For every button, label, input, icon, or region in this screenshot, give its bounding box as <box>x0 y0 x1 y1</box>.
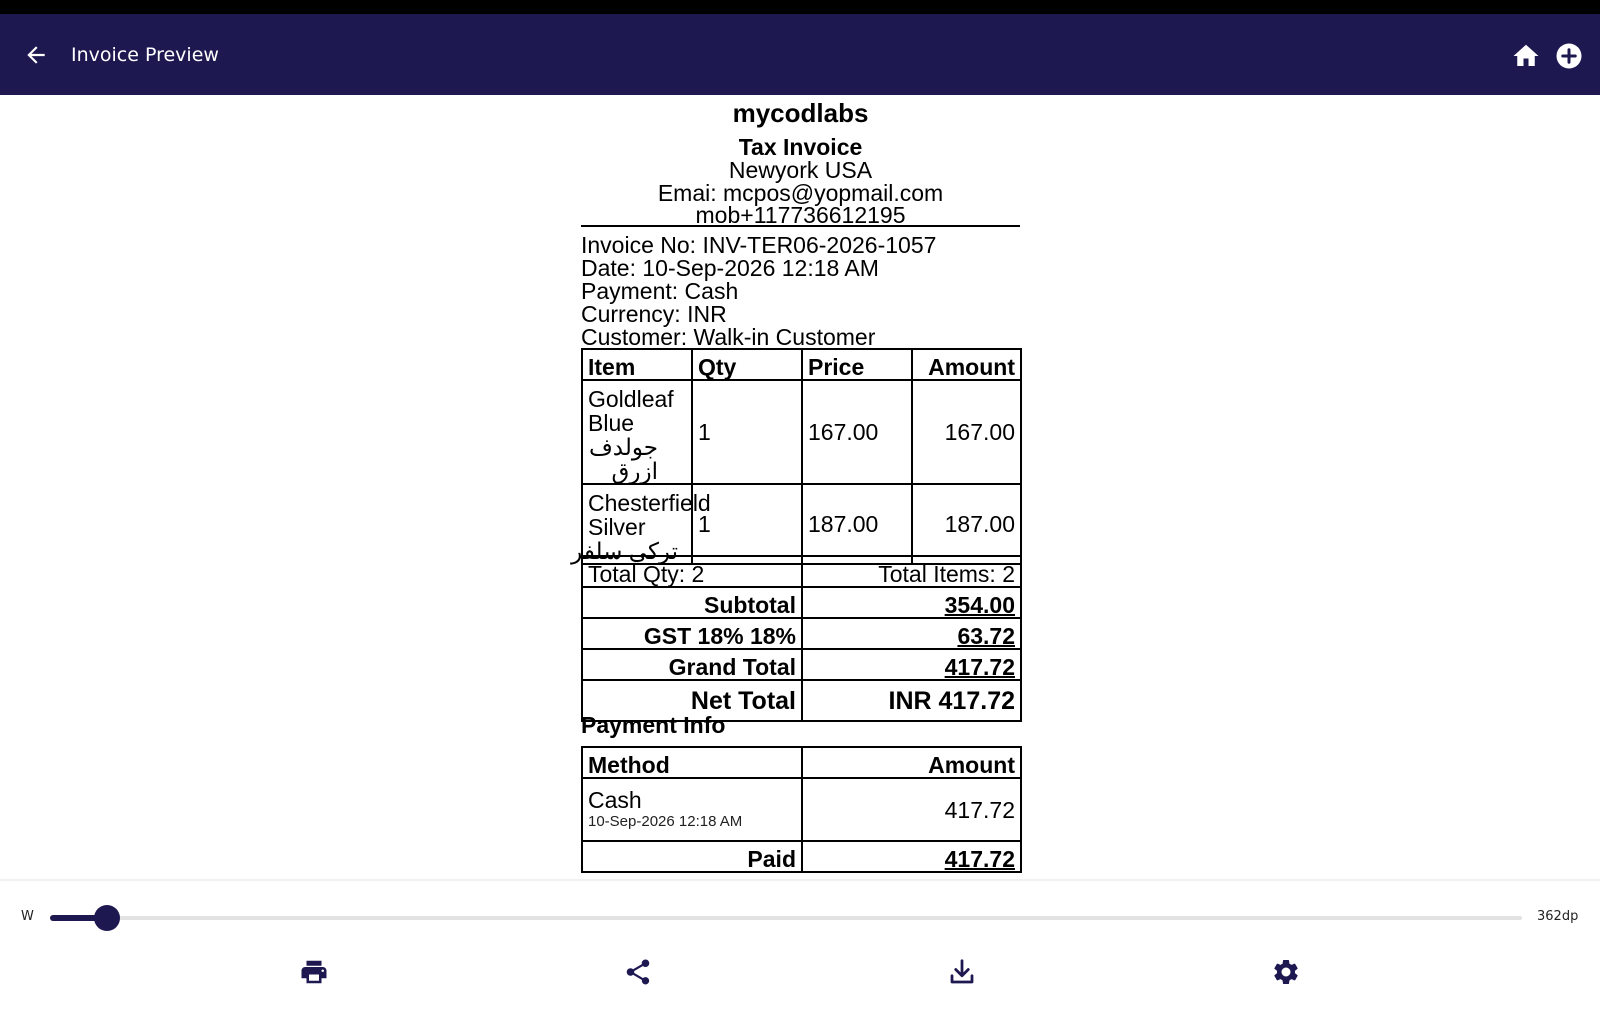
payment-table-header <box>582 747 1021 778</box>
subtotal-value-cell <box>802 587 1021 618</box>
column-header-method: Method <box>582 747 802 778</box>
home-icon <box>1511 41 1541 71</box>
column-header-amount: Amount <box>912 349 1021 380</box>
gst-value-cell <box>802 618 1021 649</box>
payment-method-name: Cash <box>588 786 642 813</box>
subtotal-value: 354.00 <box>944 592 1015 618</box>
column-header-qty: Qty <box>692 349 802 380</box>
print-button[interactable] <box>294 952 334 992</box>
settings-button[interactable] <box>1266 952 1306 992</box>
item-qty: 1 <box>692 484 802 564</box>
invoice-number: Invoice No: INV-TER06-2026-1057 <box>581 232 937 258</box>
net-total-label: Net Total <box>582 680 802 721</box>
invoice-preview-area[interactable] <box>0 95 1600 879</box>
add-button[interactable] <box>1551 38 1587 74</box>
width-slider-panel <box>0 879 1600 941</box>
store-address: Newyork USA <box>728 157 873 183</box>
invoice-doc-title: Tax Invoice <box>738 134 863 160</box>
invoice-date: Date: 10-Sep-2026 12:18 AM <box>581 255 879 281</box>
subtotal-label: Subtotal <box>582 587 802 618</box>
item-name-cell <box>582 380 692 484</box>
payment-amount: 417.72 <box>802 778 1021 841</box>
item-amount: 187.00 <box>912 484 1021 564</box>
item-amount: 167.00 <box>912 380 1021 484</box>
items-table <box>571 348 1022 565</box>
app-bar <box>0 14 1600 95</box>
invoice-customer: Customer: Walk-in Customer <box>581 324 876 350</box>
paid-value-cell <box>802 841 1021 872</box>
column-header-price: Price <box>802 349 912 380</box>
subtotal-row <box>582 587 1021 618</box>
width-slider-label: W <box>21 909 34 924</box>
item-name-line: Chesterfield <box>588 490 711 516</box>
bottom-action-bar <box>0 941 1600 1014</box>
grand-total-value: 417.72 <box>944 654 1015 680</box>
payment-date: 10-Sep-2026 12:18 AM <box>588 812 743 830</box>
item-name-arabic: جولدف ازرق <box>588 434 658 484</box>
paid-row <box>582 841 1021 872</box>
net-total-value: INR 417.72 <box>802 680 1021 721</box>
payment-table <box>581 746 1022 873</box>
item-name-cell <box>571 484 711 564</box>
width-slider-value: 362dp <box>1537 909 1579 924</box>
grand-total-value-cell <box>802 649 1021 680</box>
width-slider-track[interactable] <box>50 916 1522 920</box>
item-qty: 1 <box>692 380 802 484</box>
download-icon <box>947 957 977 987</box>
download-button[interactable] <box>942 952 982 992</box>
totals-count-row <box>582 556 1021 587</box>
print-icon <box>299 957 329 987</box>
add-circle-icon <box>1554 41 1584 71</box>
arrow-back-icon <box>23 42 49 68</box>
paid-label: Paid <box>582 841 802 872</box>
app-title: Invoice Preview <box>71 44 219 66</box>
status-bar <box>0 0 1600 14</box>
item-name-line: Blue <box>588 410 635 436</box>
item-name-line: Silver <box>588 514 646 540</box>
store-name: mycodlabs <box>732 98 869 128</box>
settings-gear-icon <box>1271 957 1301 987</box>
table-row <box>582 484 1021 564</box>
total-items: Total Items: 2 <box>802 556 1021 587</box>
item-price: 167.00 <box>802 380 912 484</box>
totals-table <box>581 555 1022 722</box>
gst-row <box>582 618 1021 649</box>
payment-method: Payment: Cash <box>581 278 739 304</box>
table-row <box>582 778 1021 841</box>
back-button[interactable] <box>18 37 54 73</box>
payment-info-title: Payment Info <box>581 712 726 738</box>
invoice-currency: Currency: INR <box>581 301 727 327</box>
header-divider <box>581 225 1020 227</box>
home-button[interactable] <box>1508 38 1544 74</box>
column-header-item: Item <box>582 349 692 380</box>
column-header-payment-amount: Amount <box>802 747 1021 778</box>
share-icon <box>623 957 653 987</box>
store-mobile: mob+117736612195 <box>695 202 906 228</box>
grand-total-row <box>582 649 1021 680</box>
share-button[interactable] <box>618 952 658 992</box>
width-slider-thumb[interactable] <box>94 905 120 931</box>
gst-label: GST 18% 18% <box>582 618 802 649</box>
item-name-arabic: تركي سلفر <box>571 538 678 564</box>
item-name-line: Goldleaf <box>588 386 674 412</box>
paid-value: 417.72 <box>944 846 1015 872</box>
total-qty: Total Qty: 2 <box>582 556 802 587</box>
item-price: 187.00 <box>802 484 912 564</box>
store-email: Emai: mcpos@yopmail.com <box>657 180 944 206</box>
table-row <box>582 380 1021 484</box>
grand-total-label: Grand Total <box>582 649 802 680</box>
payment-method-cell <box>582 778 802 841</box>
items-table-header <box>582 349 1021 380</box>
gst-value: 63.72 <box>957 623 1015 649</box>
